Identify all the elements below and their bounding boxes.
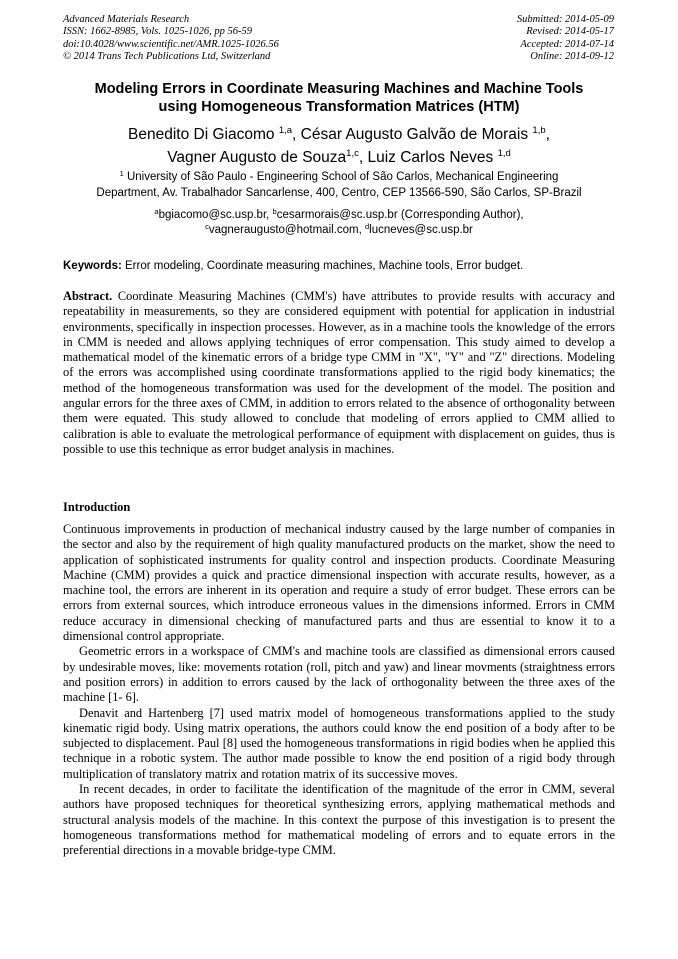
- author-affiliation-mark: 1,b: [532, 125, 546, 136]
- copyright-line: © 2014 Trans Tech Publications Ltd, Switzerland: [63, 51, 271, 63]
- paper-title: [40, 80, 638, 116]
- doi-line: doi:10.4028/www.scientific.net/AMR.1025-1026.56: [63, 38, 279, 50]
- author-name: César Augusto Galvão de Morais: [300, 126, 529, 143]
- email-address: cesarmorais@sc.usp.br (Corresponding Author),: [276, 209, 524, 221]
- accepted-date: Accepted: 2014-07-14: [520, 38, 614, 50]
- paragraph: Denavit and Hartenberg [7] used matrix model of homogeneous transformations applied to the study kinematic rigid body. Using matrix operations, the authors could know the end position of a body after to be subjected to displacement. Paul [8] used the homogeneous transformations in rigid bodies when he applied this technique in a robotic system. The author made possible to know the end position of a rigid body through multiplication of translatory matrix and rotation matrix of its successive moves.: [63, 705, 615, 781]
- introduction-body: [63, 522, 615, 859]
- email-line-1: [30, 208, 648, 223]
- journal-info: [63, 14, 279, 64]
- paragraph: Continuous improvements in production of mechanical industry caused by the large number of companies in the sector and also by the requirement of high quality manufactured products on the market, show the need to application of sophisticated instruments for quality control and inspection products. Coordinate Measuring Machine (CMM) provides a quick and practice dimensional inspection with accurate results, however, as a machine tool, the errors are inherent in its operation and require a study of error budget. These errors can be errors from external sources, which introduce erroneous values in the dimensions informed. Errors in CMM reduce accuracy in dimensional checking of manufactured parts and thus are essential to know it to a dimensional control appropriate.: [63, 522, 615, 644]
- email-mark: d: [365, 222, 370, 231]
- paragraph: In recent decades, in order to facilitate the identification of the magnitude of the error in CMM, several authors have proposed techniques for theoretical synthesizing errors, applying mathematical methods and structural analysis models of the machine. In this context the purpose of this investigation is to present the homogeneous transformations method for mathematical modeling of errors and to equate errors in the preferential directions in a movable bridge-type CMM.: [63, 782, 615, 858]
- keywords: [63, 259, 615, 274]
- abstract-label: Abstract.: [63, 289, 113, 303]
- author-name: Luiz Carlos Neves: [367, 149, 494, 166]
- title-line-2: using Homogeneous Transformation Matrices (HTM): [158, 99, 520, 115]
- email-mark: c: [205, 222, 209, 231]
- publication-dates: [517, 14, 614, 64]
- submitted-date: Submitted: 2014-05-09: [516, 14, 614, 25]
- affiliation-line-1: [30, 169, 648, 185]
- email-address: vagneraugusto@hotmail.com,: [208, 224, 365, 236]
- author-affiliation-mark: 1,c: [346, 148, 359, 159]
- email-mark: a: [154, 207, 159, 216]
- issn-line: ISSN: 1662-8985, Vols. 1025-1026, pp 56-59: [63, 26, 252, 38]
- email-address: lucneves@sc.usp.br: [369, 224, 473, 236]
- abstract: [63, 289, 615, 457]
- author-name: Vagner Augusto de Souza: [167, 149, 347, 166]
- affiliation-text-1: University of São Paulo - Engineering School of São Carlos, Mechanical Engineering: [126, 171, 559, 183]
- paragraph: Geometric errors in a workspace of CMM's and machine tools are classified as dimensional errors caused by undesirable moves, like: movements rotation (roll, pitch and yaw) and linear movments (straightness errors and position errors) in addition to errors caused by the lack of orthogonality between the three axes of the machine [1- 6].: [63, 644, 615, 705]
- online-date: Online: 2014-09-12: [530, 51, 614, 63]
- journal-name: Advanced Materials Research: [63, 14, 190, 25]
- affiliation-mark: 1: [119, 169, 124, 178]
- revised-date: Revised: 2014-05-17: [526, 26, 614, 38]
- author-line-2: [30, 146, 648, 169]
- author-affiliation-mark: 1,d: [497, 148, 511, 159]
- section-heading-introduction: Introduction: [63, 500, 131, 514]
- affiliation: [30, 169, 648, 201]
- keywords-text: Error modeling, Coordinate measuring machines, Machine tools, Error budget.: [121, 260, 524, 272]
- author-separator: ,: [292, 126, 301, 143]
- author-line-1: [30, 123, 648, 146]
- email-line-2: [30, 223, 648, 238]
- keywords-label: Keywords:: [63, 260, 122, 272]
- author-separator: ,: [358, 149, 368, 166]
- title-line-1: Modeling Errors in Coordinate Measuring Machines and Machine Tools: [94, 81, 584, 97]
- email-mark: b: [272, 207, 277, 216]
- author-emails: [30, 208, 648, 238]
- author-list: [30, 123, 648, 169]
- author-affiliation-mark: 1,a: [278, 125, 293, 136]
- email-address: bgiacomo@sc.usp.br,: [158, 209, 273, 221]
- affiliation-line-2: Department, Av. Trabalhador Sancarlense, 400, Centro, CEP 13566-590, São Carlos, SP-Brazil: [96, 187, 582, 199]
- abstract-text: Coordinate Measuring Machines (CMM's) have attributes to provide results with accuracy and repeatability in measurements, so they are considered equipment with potential for application in industrial environments, specifically in inspection processes. However, as in a machine tools the knowledge of the errors in CMM is needed and allows applying techniques of error compensation. This study aimed to develop a mathematical model of the kinematic errors of a bridge type CMM in "X", "Y" and "Z" directions. Modeling of the errors was accomplished using coordinate transformations applied to the rigid body kinematics; the method of the homogeneous transformation was used for the development of the model. The position and angular errors for the three axes of CMM, in addition to errors related to the absence of orthogonality between them were equated. This study allowed to conclude that modeling of errors applied to CMM allied to calibration is able to evaluate the metrological performance of equipment with displacement on guides, thus is possible to use this technique as error budget analysis in machines.: [63, 289, 615, 456]
- author-separator: ,: [545, 126, 550, 143]
- author-name: Benedito Di Giacomo: [128, 126, 275, 143]
